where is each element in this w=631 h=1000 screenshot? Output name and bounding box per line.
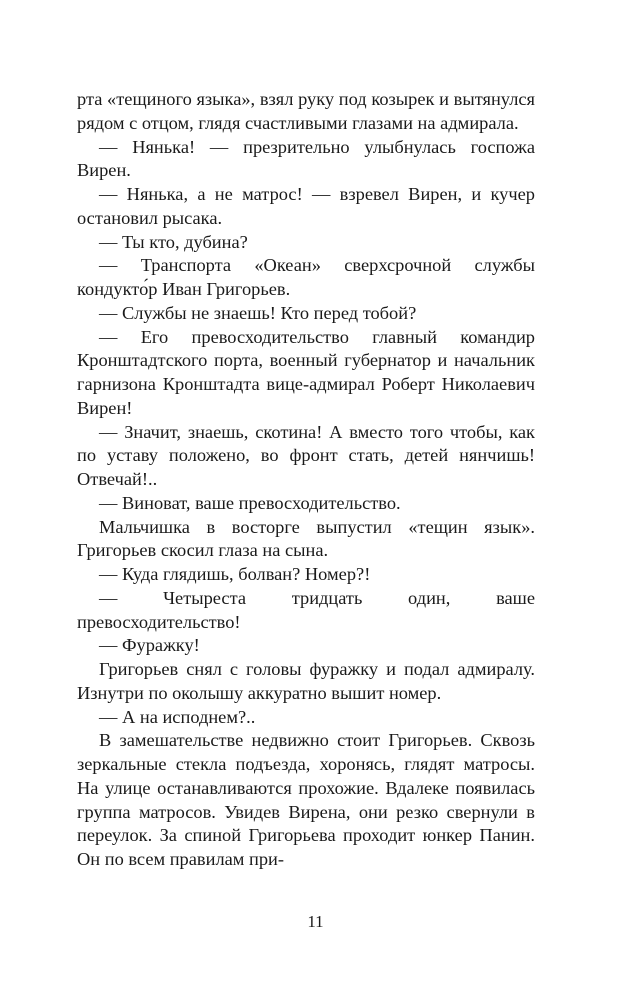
paragraph: Григорьев снял с головы фуражку и подал адмиралу. Изнутри по околышу аккуратно вышит номер.: [77, 659, 535, 703]
paragraph: — Четыреста тридцать один, ваше превосходительство!: [77, 587, 535, 632]
paragraph: — Нянька, а не матрос! — взревел Вирен, и кучер остановил рысака.: [77, 184, 535, 228]
paragraph: — Фуражку!: [99, 635, 200, 656]
paragraph: — Виноват, ваше превосходительство.: [99, 492, 401, 513]
page-number: 11: [307, 912, 324, 931]
paragraph: — А на исподнем?..: [99, 706, 256, 727]
paragraph: — Нянька! — презрительно улыбнулась госпожа Вирен.: [77, 136, 535, 181]
paragraph: — Транспорта «Океан» сверхсрочной службы кондукто́р Иван Григорьев.: [77, 255, 535, 299]
paragraph-continued: рта «тещиного языка», взял руку под козырек и вытянулся рядом с отцом, глядя счастливыми глазами на адмирала.: [77, 89, 535, 133]
paragraph: — Службы не знаешь! Кто перед тобой?: [99, 302, 417, 323]
paragraph: В замешательстве недвижно стоит Григорьев. Сквозь зеркальные стекла подъезда, хоронясь, глядят матросы. На улице останавливаются прохожие. Вдалеке появилась группа матросов. Увидев Вирена, они резко свернули в переулок. За спиной Григорьева проходит юнкер Панин. Он по всем правилам при-: [77, 730, 535, 869]
paragraph: — Его превосходительство главный командир Кронштадтского порта, военный губернатор и начальник гарнизона Кронштадта вице-адмирал Роберт Николаевич Вирен!: [77, 326, 535, 418]
body-text: [77, 88, 535, 872]
paragraph: — Значит, знаешь, скотина! А вместо того чтобы, как по уставу положено, во фронт стать, детей нянчишь! Отвечай!..: [77, 421, 535, 489]
paragraph: — Ты кто, дубина?: [99, 231, 248, 252]
paragraph: — Куда глядишь, болван? Номер?!: [99, 564, 371, 584]
paragraph: Мальчишка в восторге выпустил «тещин язык». Григорьев скосил глаза на сына.: [77, 516, 535, 561]
